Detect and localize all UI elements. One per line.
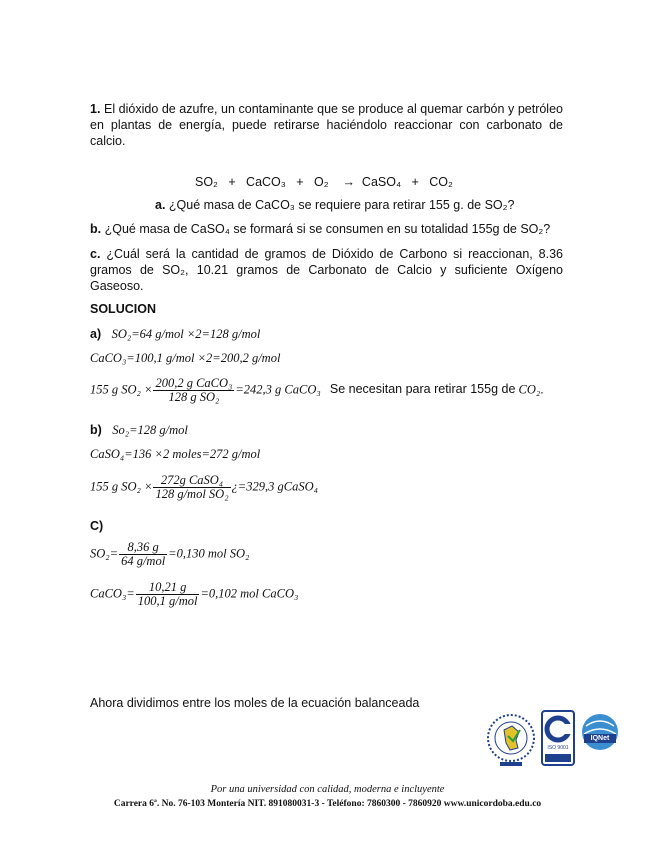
certification-c-icon [543,714,573,744]
solution-c-eq1-result: =0,130 mol SO₂ [168,546,250,561]
solution-b-eq3-result: ¿=329,3 gCaSO₄ [231,479,318,494]
solution-a-eq1: SO₂=64 g/mol ×2=128 g/mol [111,327,261,341]
closing-text: Ahora dividimos entre los moles de la ecuación balanceada [90,696,420,710]
solution-b-eq3-lead: 155 g SO₂ × [90,479,153,494]
solution-c-eq1-lead: SO₂= [90,546,119,561]
question-a-label: a. [155,198,166,212]
problem-intro-text: El dióxido de azufre, un contaminante que se produce al quemar carbón y petróleo en plantas de energía, puede retirarse haciéndolo reaccionar con carbonato de calcio. [90,102,563,148]
solution-a-line1 [90,325,260,343]
solution-c-eq1-numerator: 8,36 g [119,541,167,555]
solution-c-label: C) [90,519,104,533]
solution-heading: SOLUCION [90,302,156,316]
solution-a-eq3-note-end: CO₂ [518,382,541,397]
problem-number: 1. [90,102,101,116]
solution-b-eq3-numerator: 272g CaSO₄ [153,474,230,488]
solution-c-eq2-lead: CaCO₃= [90,586,135,601]
solution-a-eq3-denominator: 128 g SO₂ [168,390,220,404]
problem-intro [90,101,563,149]
question-b [90,221,550,237]
solution-b-line1 [90,421,188,439]
solution-c-eq2-fraction [136,581,200,608]
solution-c-eq2-result: =0,102 mol CaCO₃ [200,586,299,601]
solution-a-eq3-numerator: 200,2 g CaCO₃ [155,376,233,390]
question-a [155,197,514,213]
solution-a-eq2: CaCO₃=100,1 g/mol ×2=200,2 g/mol [90,351,281,365]
solution-a-eq3: 155 g SO₂ × $\frac{\text{200,2 g CaCO₃}}{\text{128 g SO₂}}$ =242,3 g CaCO₃ Se necesitan para retirar 155g de CO₂. [90,376,544,404]
solution-a-label: a) [90,327,102,341]
question-c-text: ¿Cuál será la cantidad de gramos de Dióxido de Carbono si reaccionan, 8.36 gramos de SO₂, 10.21 gramos de Carbonato de Calcio y suficiente Oxígeno Gaseoso. [90,247,563,293]
iso-label: ISO 9001 [547,745,569,751]
question-a-text: ¿Qué masa de CaCO₃ se requiere para retirar 155 g. de SO₂? [168,198,515,212]
solution-c-eq2 [90,581,298,608]
colombia-seal-logo [486,710,536,770]
solution-b-eq2: CaSO₄=136 ×2 moles=272 g/mol [90,447,261,461]
question-b-label: b. [90,222,102,236]
footer-address: Carrera 6ª. No. 76-103 Montería NIT. 891080031-3 - Teléfono: 7860300 - 7860920 www.unicordoba.edu.co [113,799,542,809]
solution-a-eq3-result: =242,3 g CaCO₃ [235,382,321,397]
question-c [90,246,563,294]
solution-b-label: b) [90,423,102,437]
question-c-label: c. [90,247,101,261]
footer-motto: Por una universidad con calidad, moderna e incluyente [210,784,445,795]
solution-c-eq2-numerator: 10,21 g [136,581,200,595]
iqnet-logo [580,712,620,768]
solution-b-eq3 [90,474,318,501]
iso-bar [545,754,571,762]
solution-b-eq3-denominator: 128 g/mol SO₂ [155,487,229,501]
question-b-text: ¿Qué masa de CaSO₄ se formará si se consumen en su totalidad 155g de SO₂? [104,222,551,236]
solution-c-eq2-denominator: 100,1 g/mol [137,594,198,608]
solution-c-eq1 [90,541,249,568]
chemical-reaction: SO₂ + CaCO₃ + O₂ → CaSO₄ + CO₂ [195,175,453,189]
solution-c-eq1-denominator: 64 g/mol [121,554,166,568]
iso-certification-logo [541,710,575,766]
solution-a-eq3-fraction [153,377,234,404]
solution-c-eq1-fraction [119,541,167,568]
solution-a-eq3-lead: 155 g SO₂ × [90,382,153,397]
solution-b-eq3-fraction [153,474,230,501]
solution-a-eq3-note: Se necesitan para retirar 155g de [329,382,516,397]
solution-b-eq1: So₂=128 g/mol [112,423,188,437]
iqnet-label: IQNet [584,734,616,743]
